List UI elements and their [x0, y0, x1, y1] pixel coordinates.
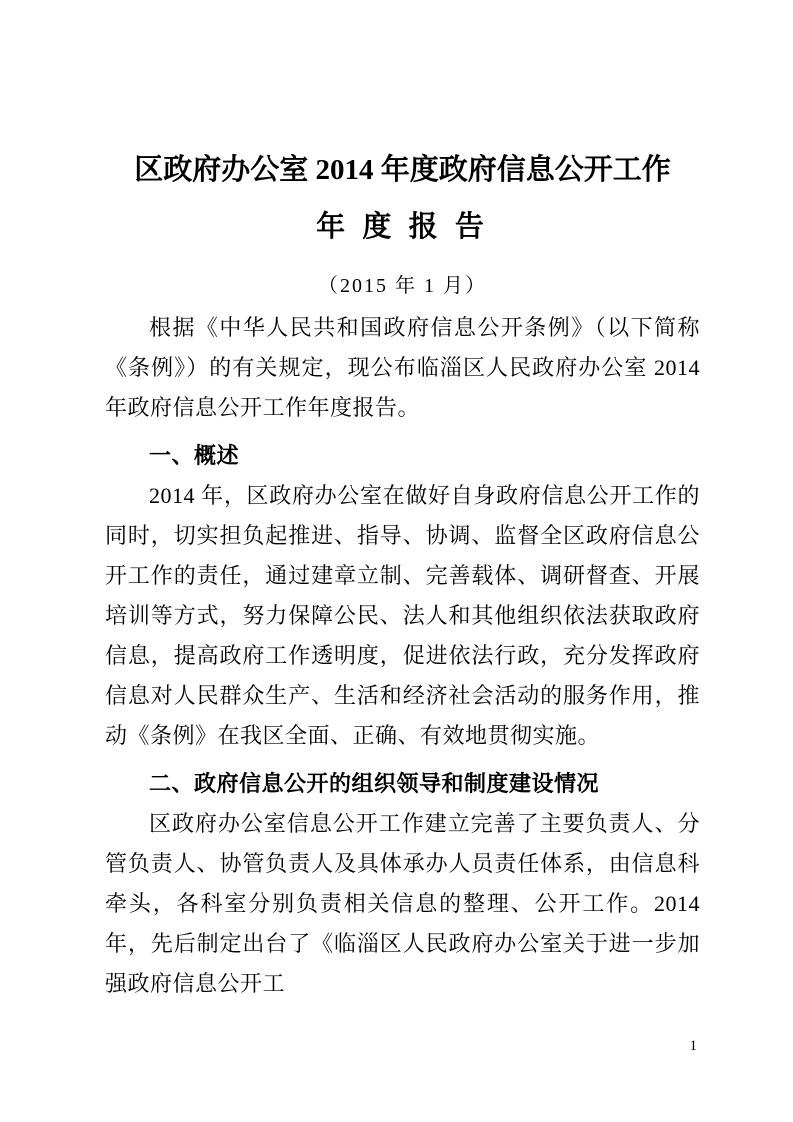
paragraph-section-2: 区政府办公室信息公开工作建立完善了主要负责人、分管负责人、协管负责人及具体承办人员责任体系，由信息科牵头，各科室分别负责相关信息的整理、公开工作。2014 年，先后制定出台了《临淄区人民政府办公室关于进一步加强政府信息公开工 — [105, 811, 700, 996]
paragraph-section-1: 2014 年，区政府办公室在做好自身政府信息公开工作的同时，切实担负起推进、指导、协调、监督全区政府信息公开工作的责任，通过建章立制、完善载体、调研督查、开展培训等方式，努力保障公民、法人和其他组织依法获取政府信息，提高政府工作透明度，促进依法行政，充分发挥政府信息对人民群众生产、生活和经济社会活动的服务作用，推动《条例》在我区全面、正确、有效地贯彻实施。 — [105, 483, 700, 748]
page-number: 1 — [689, 1038, 697, 1054]
heading-section-2-organization: 二、政府信息公开的组织领导和制度建设情况 — [149, 771, 600, 796]
paragraph-intro: 根据《中华人民共和国政府信息公开条例》（以下简称《条例》）的有关规定，现公布临淄区人民政府办公室 2014 年政府信息公开工作年度报告。 — [105, 315, 700, 420]
doc-title-line1: 区政府办公室 2014 年度政府信息公开工作 — [134, 154, 671, 186]
doc-date: （2015 年 1 月） — [318, 275, 487, 297]
heading-section-1-overview: 一、概述 — [149, 443, 240, 468]
doc-title-line2: 年 度 报 告 — [316, 211, 489, 243]
